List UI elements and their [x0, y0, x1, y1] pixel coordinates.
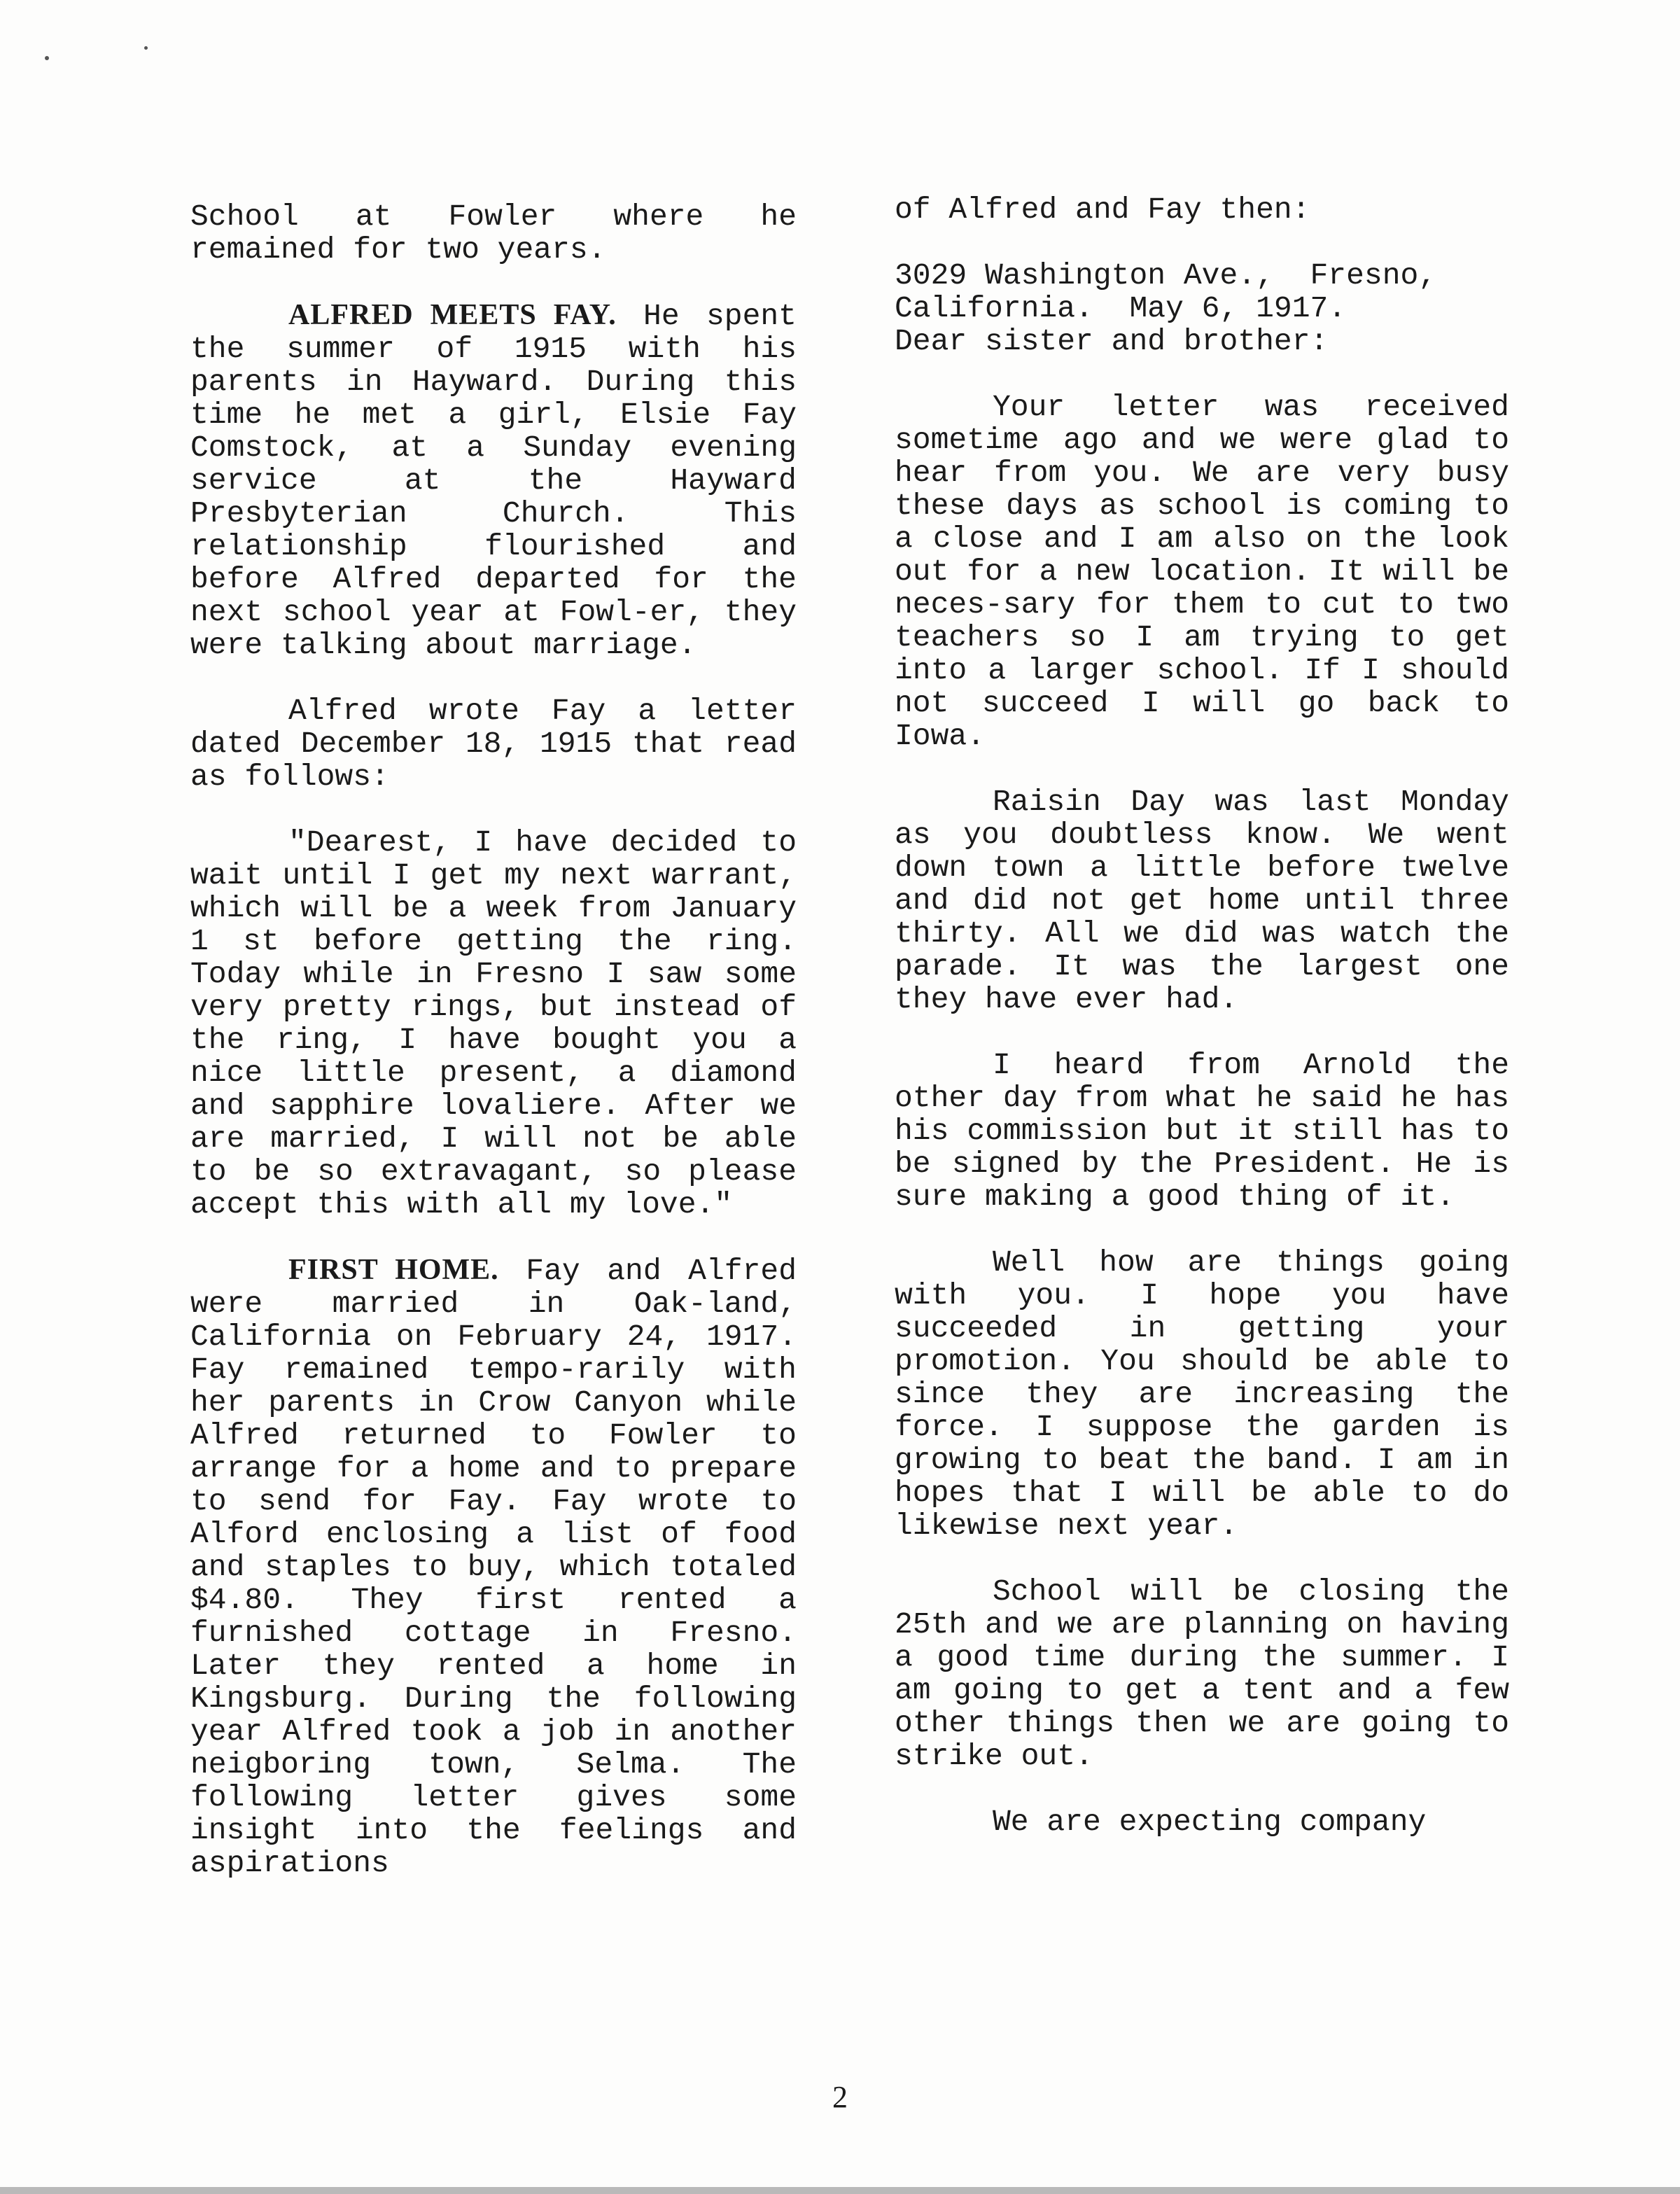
right-paragraph-5: I heard from Arnold the other day from what he said he has his commission but it still has to be signed by the President. He is sure making a good thing of it.	[895, 1048, 1509, 1214]
left-paragraph-letter-quote: "Dearest, I have decided to wait until I get my next warrant, which will be a week from January 1 st before getting the ring. Today while in Fresno I saw some very pretty rings, but instead of the ring, I have bought you a nice little present, a diamond and sapphire lovaliere. After we are married, I will not be able to be so extravagant, so please accept this with all my love."	[190, 825, 797, 1222]
left-paragraph-first-home	[190, 1254, 797, 1880]
section-heading-first-home: FIRST HOME.	[288, 1254, 499, 1286]
right-paragraph-1: of Alfred and Fay then:	[895, 193, 1310, 227]
paper-speck	[144, 46, 148, 50]
left-column	[190, 200, 797, 1880]
section-heading-alfred-meets-fay: ALFRED MEETS FAY.	[288, 299, 617, 331]
letter-salutation: Dear sister and brother:	[895, 324, 1329, 358]
section-text-first-home: Fay and Alfred were married in Oak-land, California on February 24, 1917. Fay remained tempo-rarily with her parents in Crow Canyon while Alfred returned to Fowler to arrange for a home and to prepare to send for Fay. Fay wrote to Alford enclosing a list of food and staples to buy, which totaled $4.80. They first rented a furnished cottage in Fresno. Later they rented a home in Kingsburg. During the following year Alfred took a job in another neigboring town, Selma. The following letter gives some insight into the feelings and aspirations	[190, 1254, 797, 1880]
right-column	[895, 193, 1509, 1838]
scan-bottom-edge	[0, 2187, 1680, 2194]
left-paragraph-1: School at Fowler where he remained for two years.	[190, 200, 797, 267]
letter-address-block	[895, 259, 1509, 358]
left-paragraph-alfred-meets-fay	[190, 299, 797, 662]
section-text-alfred-meets-fay: He spent the summer of 1915 with his parents in Hayward. During this time he met a girl, Elsie Fay Comstock, at a Sunday evening service at the Hayward Presbyterian Church. This relationship flourished and before Alfred departed for the next school year at Fowl-er, they were talking about marriage.	[190, 299, 797, 662]
right-paragraph-3: Your letter was received sometime ago and we were glad to hear from you. We are very busy these days as school is coming to a close and I am also on the look out for a new location. It will be neces-sary for them to cut to two teachers so I am trying to get into a larger school. If I should not succeed I will go back to Iowa.	[895, 390, 1509, 753]
left-paragraph-3: Alfred wrote Fay a letter dated December 18, 1915 that read as follows:	[190, 694, 797, 794]
address-line-2: California. May 6, 1917.	[895, 291, 1347, 326]
right-paragraph-6: Well how are things going with you. I hope you have succeeded in getting your promotion. You should be able to since they are increasing the force. I suppose the garden is growing to beat the band. I am in hopes that I will be able to do likewise next year.	[895, 1245, 1509, 1543]
paper-speck	[45, 56, 49, 60]
address-line-1: 3029 Washington Ave., Fresno,	[895, 258, 1437, 293]
right-paragraph-7: School will be closing the 25th and we are planning on having a good time during the summer. I am going to get a tent and a few other things then we are going to strike out.	[895, 1574, 1509, 1773]
page-number: 2	[832, 2080, 848, 2114]
right-paragraph-8: We are expecting company	[993, 1805, 1427, 1839]
right-paragraph-4: Raisin Day was last Monday as you doubtless know. We went down town a little before twelve and did not get home until three thirty. All we did was watch the parade. It was the largest one they have ever had.	[895, 785, 1509, 1016]
